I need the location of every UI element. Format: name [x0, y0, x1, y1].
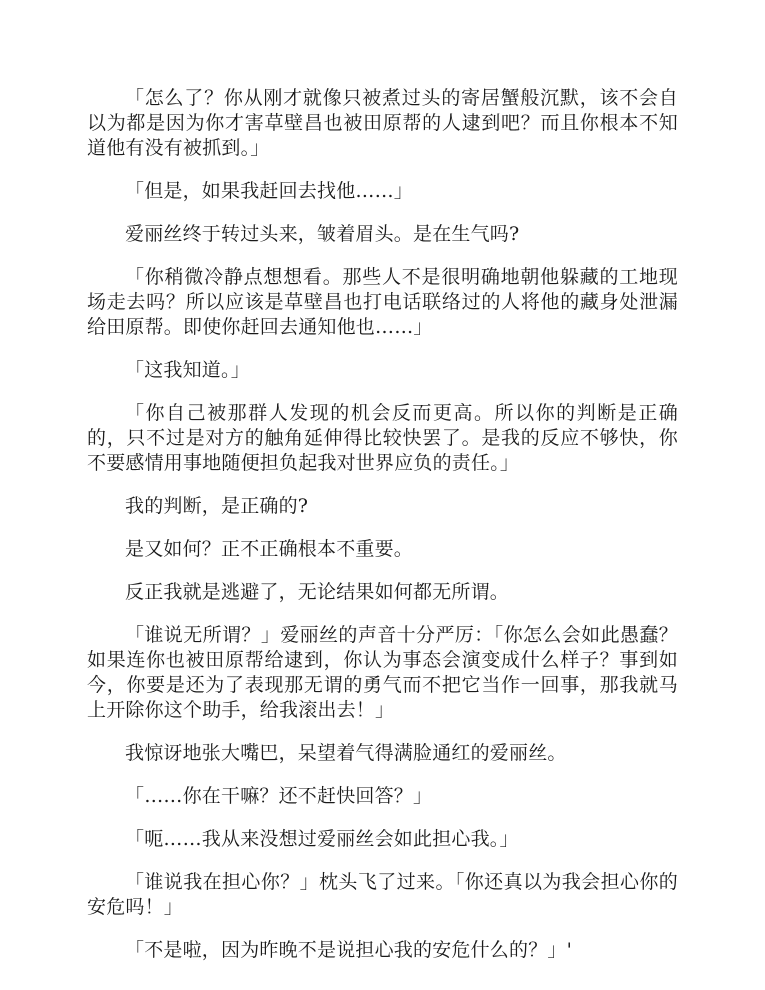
paragraph: 「……你在干嘛？还不赶快回答？」 [125, 785, 433, 807]
paragraph: 「这我知道。」 [125, 359, 250, 381]
paragraph: 「呃……我从来没想过爱丽丝会如此担心我。」 [125, 828, 519, 850]
paragraph: 「谁说我在担心你？」枕头飞了过来。「你还真以为我会担心你的安危吗！」 [87, 871, 678, 918]
paragraph: 「不是啦，因为昨晚不是说担心我的安危什么的？」' [125, 939, 573, 961]
paragraph: 「但是，如果我赶回去找他……」 [125, 180, 414, 202]
paragraph: 我的判断，是正确的? [125, 495, 309, 517]
paragraph: 我惊讶地张大嘴巴，呆望着气得满脸通红的爱丽丝。 [125, 742, 567, 764]
paragraph: 爱丽丝终于转过头来，皱着眉头。是在生气吗? [125, 223, 520, 245]
paragraph: 反正我就是逃避了，无论结果如何都无所谓。 [125, 581, 510, 603]
paragraph: 「你稍微冷静点想想看。那些人不是很明确地朝他躲藏的工地现场走去吗？所以应该是草壁昌也打电话联络过的人将他的藏身处泄漏给田原帮。即使你赶回去通知他也……」 [87, 266, 678, 338]
paragraph: 是又如何？正不正确根本不重要。 [125, 538, 414, 560]
paragraph: 「怎么了？你从刚才就像只被煮过头的寄居蟹般沉默，该不会自以为都是因为你才害草壁昌也被田原帮的人逮到吧？而且你根本不知道他有没有被抓到。」 [87, 87, 678, 159]
paragraph: 「谁说无所谓？」爱丽丝的声音十分严厉：「你怎么会如此愚蠢？如果连你也被田原帮给逮到，你认为事态会演变成什么样子？事到如今，你要是还为了表现那无谓的勇气而不把它当作一回事，那我就马上开除你这个助手，给我滚出去！」 [87, 624, 678, 721]
paragraph: 「你自己被那群人发现的机会反而更高。所以你的判断是正确的，只不过是对方的触角延伸得比较快罢了。是我的反应不够快，你不要感情用事地随便担负起我对世界应负的责任。」 [87, 402, 678, 474]
